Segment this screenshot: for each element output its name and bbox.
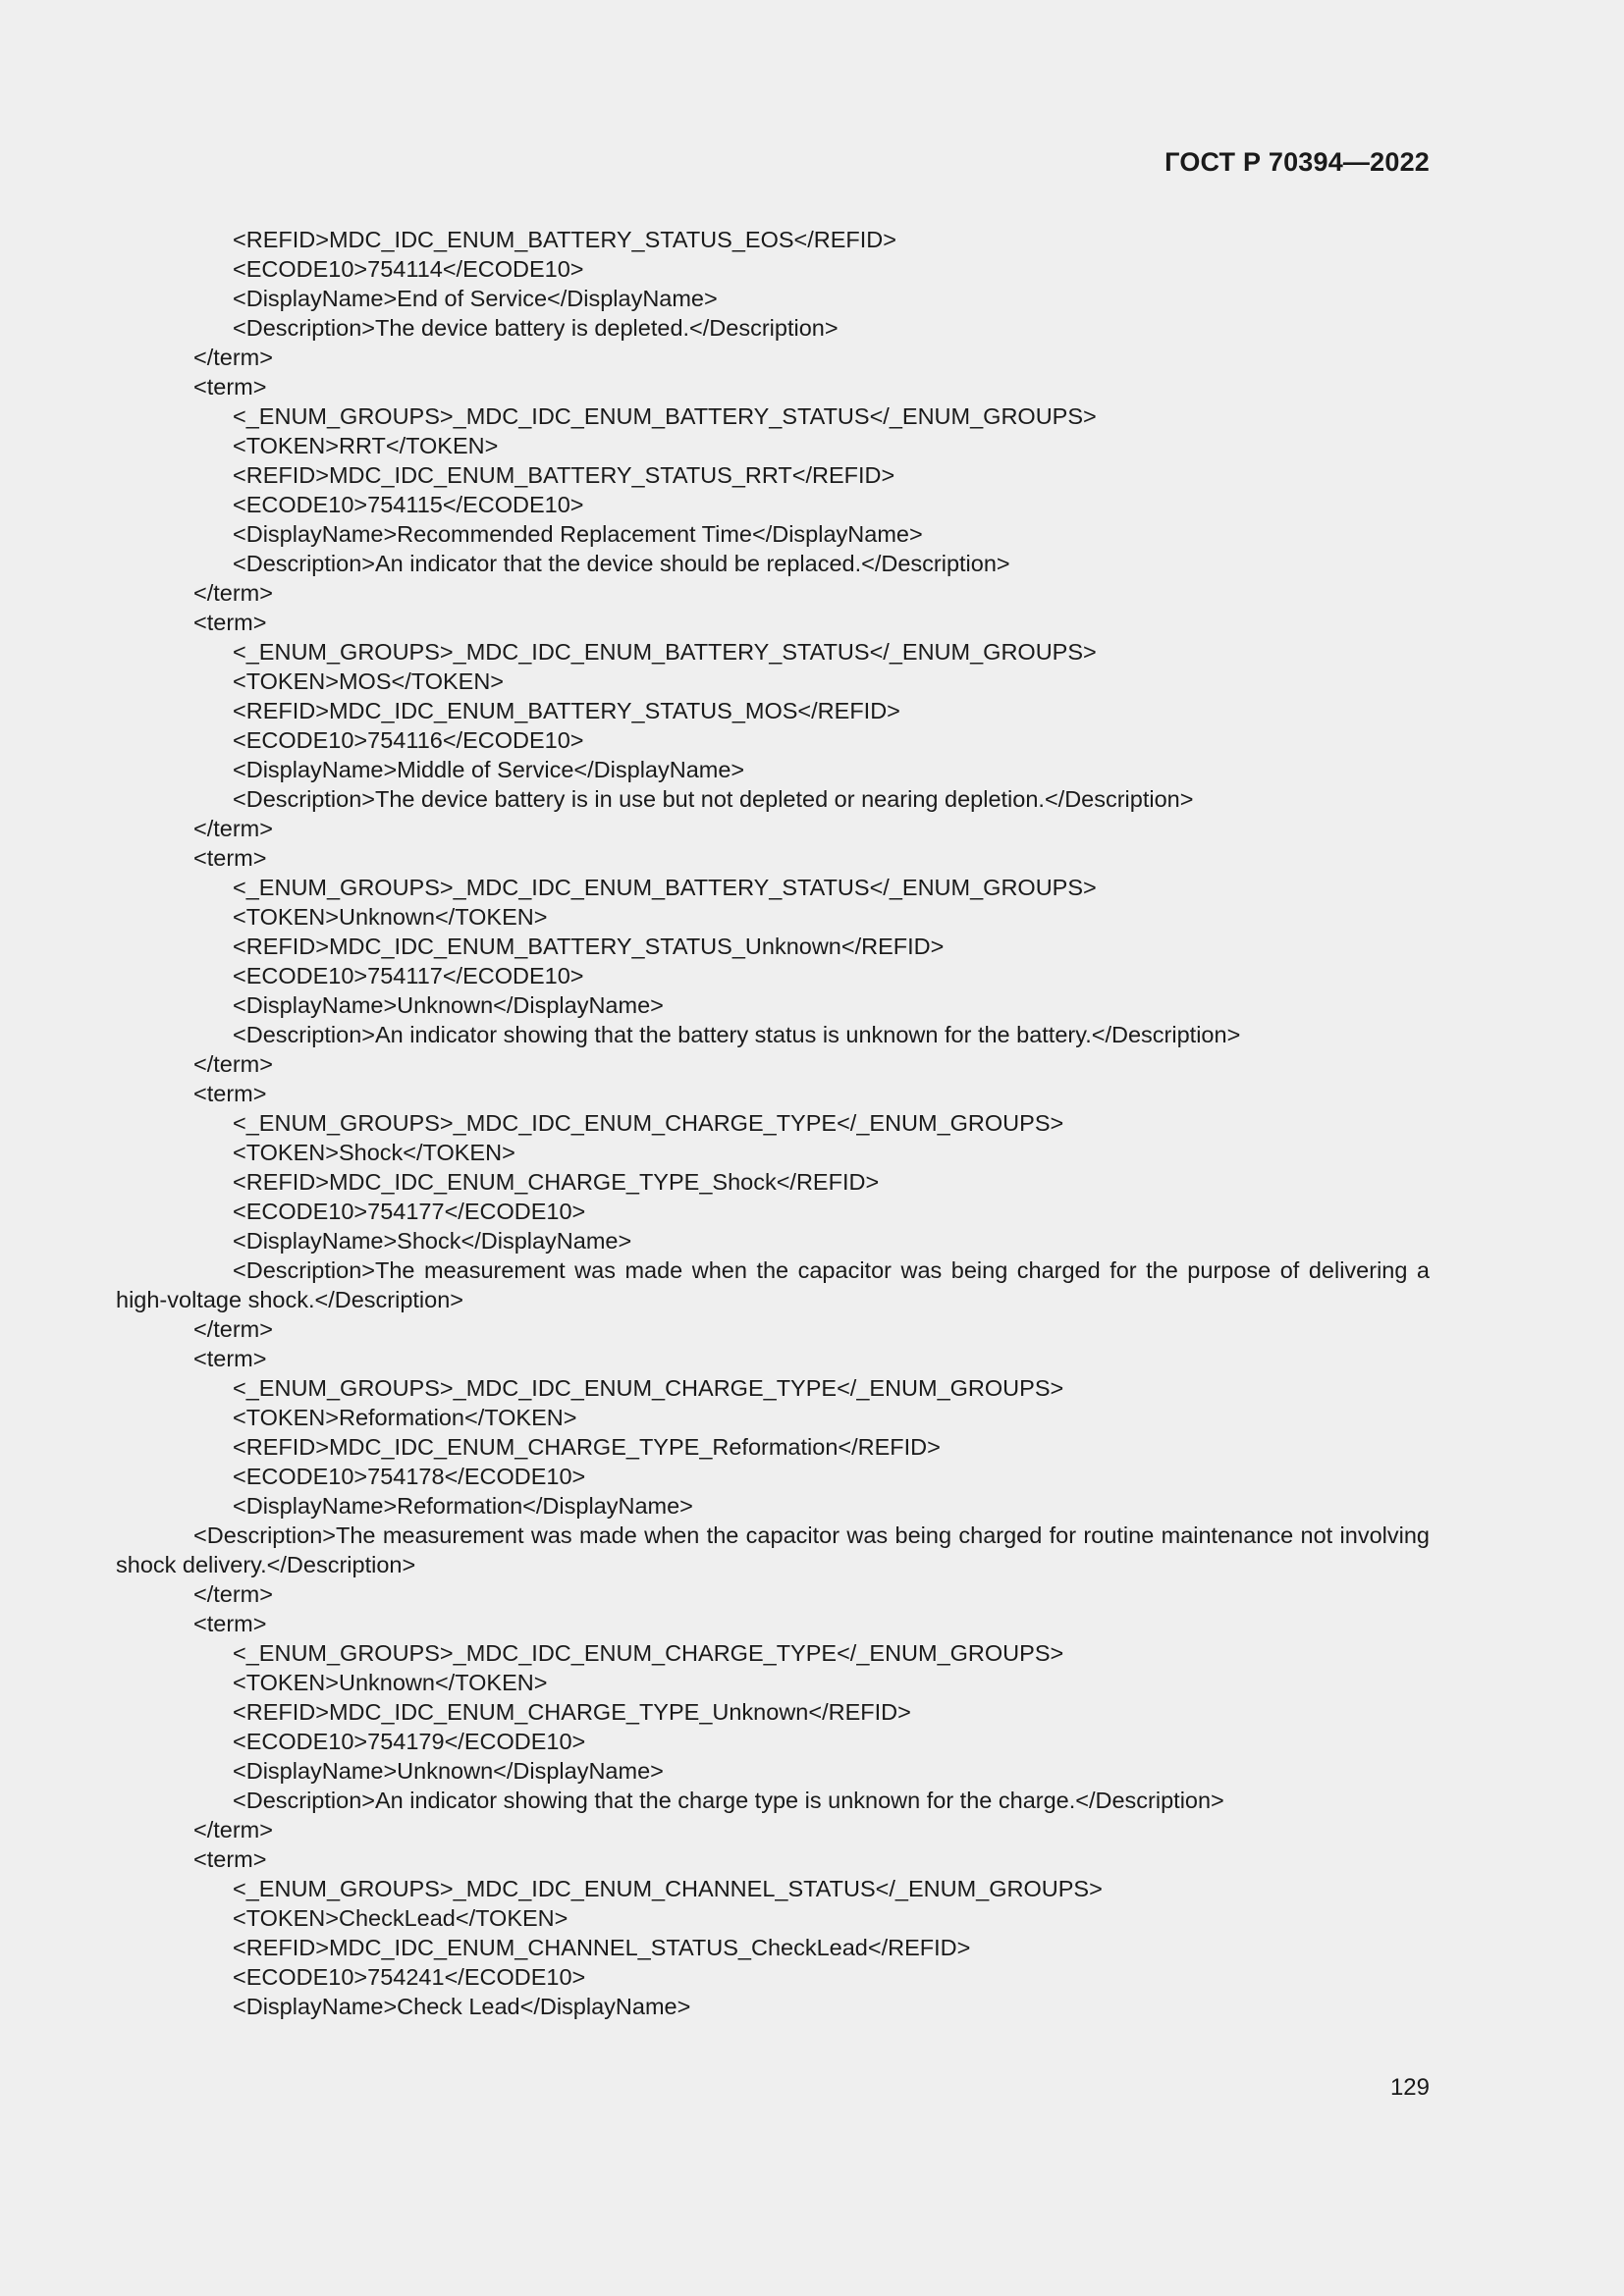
text-line: <TOKEN>Shock</TOKEN> [233, 1140, 515, 1165]
text-line: <TOKEN>RRT</TOKEN> [233, 433, 499, 458]
text-line: <Description>An indicator showing that the battery status is unknown for the battery.</Description> [233, 1022, 1241, 1047]
text-line: <Description>The device battery is depleted.</Description> [233, 315, 839, 341]
text-line: <DisplayName>Recommended Replacement Time</DisplayName> [233, 521, 923, 547]
text-line: <REFID>MDC_IDC_ENUM_BATTERY_STATUS_EOS</REFID> [233, 227, 897, 252]
text-line: <DisplayName>Reformation</DisplayName> [233, 1493, 693, 1519]
document-body [116, 225, 1430, 2021]
text-line: <_ENUM_GROUPS>_MDC_IDC_ENUM_BATTERY_STATUS</_ENUM_GROUPS> [233, 875, 1097, 900]
text-line: </term> [193, 345, 273, 370]
text-line: <ECODE10>754177</ECODE10> [233, 1199, 586, 1224]
text-line: <TOKEN>Unknown</TOKEN> [233, 1670, 548, 1695]
text-line: <_ENUM_GROUPS>_MDC_IDC_ENUM_BATTERY_STATUS</_ENUM_GROUPS> [233, 639, 1097, 665]
text-line: <REFID>MDC_IDC_ENUM_BATTERY_STATUS_RRT</REFID> [233, 462, 895, 488]
text-line: <ECODE10>754178</ECODE10> [233, 1464, 586, 1489]
text-line: <term> [193, 1846, 267, 1872]
text-line: <term> [193, 845, 267, 871]
text-line: <REFID>MDC_IDC_ENUM_CHANNEL_STATUS_CheckLead</REFID> [233, 1935, 971, 1960]
text-line: <DisplayName>Unknown</DisplayName> [233, 992, 664, 1018]
text-line: <REFID>MDC_IDC_ENUM_BATTERY_STATUS_MOS</REFID> [233, 698, 900, 723]
text-line: <REFID>MDC_IDC_ENUM_CHARGE_TYPE_Unknown</REFID> [233, 1699, 911, 1725]
text-line: <Description>The measurement was made when the capacitor was being charged for routine maintenance not involving shock delivery.</Description> [116, 1522, 1430, 1577]
text-line: <Description>An indicator showing that the charge type is unknown for the charge.</Description> [233, 1788, 1224, 1813]
text-line: <REFID>MDC_IDC_ENUM_BATTERY_STATUS_Unknown</REFID> [233, 934, 945, 959]
text-line: </term> [193, 580, 273, 606]
text-line: <DisplayName>Check Lead</DisplayName> [233, 1994, 691, 2019]
text-line: <Description>The measurement was made when the capacitor was being charged for the purpose of delivering a high-voltage shock.</Description> [116, 1257, 1430, 1312]
text-line: <term> [193, 1346, 267, 1371]
text-line: </term> [193, 1316, 273, 1342]
text-line: <_ENUM_GROUPS>_MDC_IDC_ENUM_BATTERY_STATUS</_ENUM_GROUPS> [233, 403, 1097, 429]
text-line: <DisplayName>Middle of Service</DisplayName> [233, 757, 745, 782]
text-line: <term> [193, 1611, 267, 1636]
text-line: <ECODE10>754116</ECODE10> [233, 727, 584, 753]
text-line: <TOKEN>Reformation</TOKEN> [233, 1405, 577, 1430]
text-line: <_ENUM_GROUPS>_MDC_IDC_ENUM_CHARGE_TYPE</_ENUM_GROUPS> [233, 1640, 1064, 1666]
text-line: <ECODE10>754179</ECODE10> [233, 1729, 586, 1754]
page-number: 129 [1389, 2074, 1430, 2101]
text-line: <DisplayName>Unknown</DisplayName> [233, 1758, 664, 1784]
text-line: <REFID>MDC_IDC_ENUM_CHARGE_TYPE_Shock</REFID> [233, 1169, 880, 1195]
document-header: ГОСТ Р 70394—2022 [1164, 147, 1430, 177]
text-line: <ECODE10>754117</ECODE10> [233, 963, 584, 988]
text-line: </term> [193, 1817, 273, 1842]
text-line: </term> [193, 1581, 273, 1607]
text-line: <REFID>MDC_IDC_ENUM_CHARGE_TYPE_Reformation</REFID> [233, 1434, 941, 1460]
text-line: </term> [193, 1051, 273, 1077]
text-line: <ECODE10>754241</ECODE10> [233, 1964, 586, 1990]
text-line: <TOKEN>Unknown</TOKEN> [233, 904, 548, 930]
text-line: <ECODE10>754115</ECODE10> [233, 492, 584, 517]
text-line: <_ENUM_GROUPS>_MDC_IDC_ENUM_CHARGE_TYPE</_ENUM_GROUPS> [233, 1375, 1064, 1401]
text-line: <TOKEN>CheckLead</TOKEN> [233, 1905, 568, 1931]
text-line: <_ENUM_GROUPS>_MDC_IDC_ENUM_CHANNEL_STATUS</_ENUM_GROUPS> [233, 1876, 1103, 1901]
text-line: <term> [193, 610, 267, 635]
text-line: </term> [193, 816, 273, 841]
text-line: <DisplayName>Shock</DisplayName> [233, 1228, 632, 1254]
text-line: <_ENUM_GROUPS>_MDC_IDC_ENUM_CHARGE_TYPE</_ENUM_GROUPS> [233, 1110, 1064, 1136]
text-line: <term> [193, 1081, 267, 1106]
text-line: <term> [193, 374, 267, 400]
text-line: <ECODE10>754114</ECODE10> [233, 256, 584, 282]
text-line: <TOKEN>MOS</TOKEN> [233, 668, 505, 694]
text-line: <Description>An indicator that the device should be replaced.</Description> [233, 551, 1010, 576]
text-line: <DisplayName>End of Service</DisplayName> [233, 286, 718, 311]
text-line: <Description>The device battery is in use but not depleted or nearing depletion.</Description> [233, 786, 1194, 812]
